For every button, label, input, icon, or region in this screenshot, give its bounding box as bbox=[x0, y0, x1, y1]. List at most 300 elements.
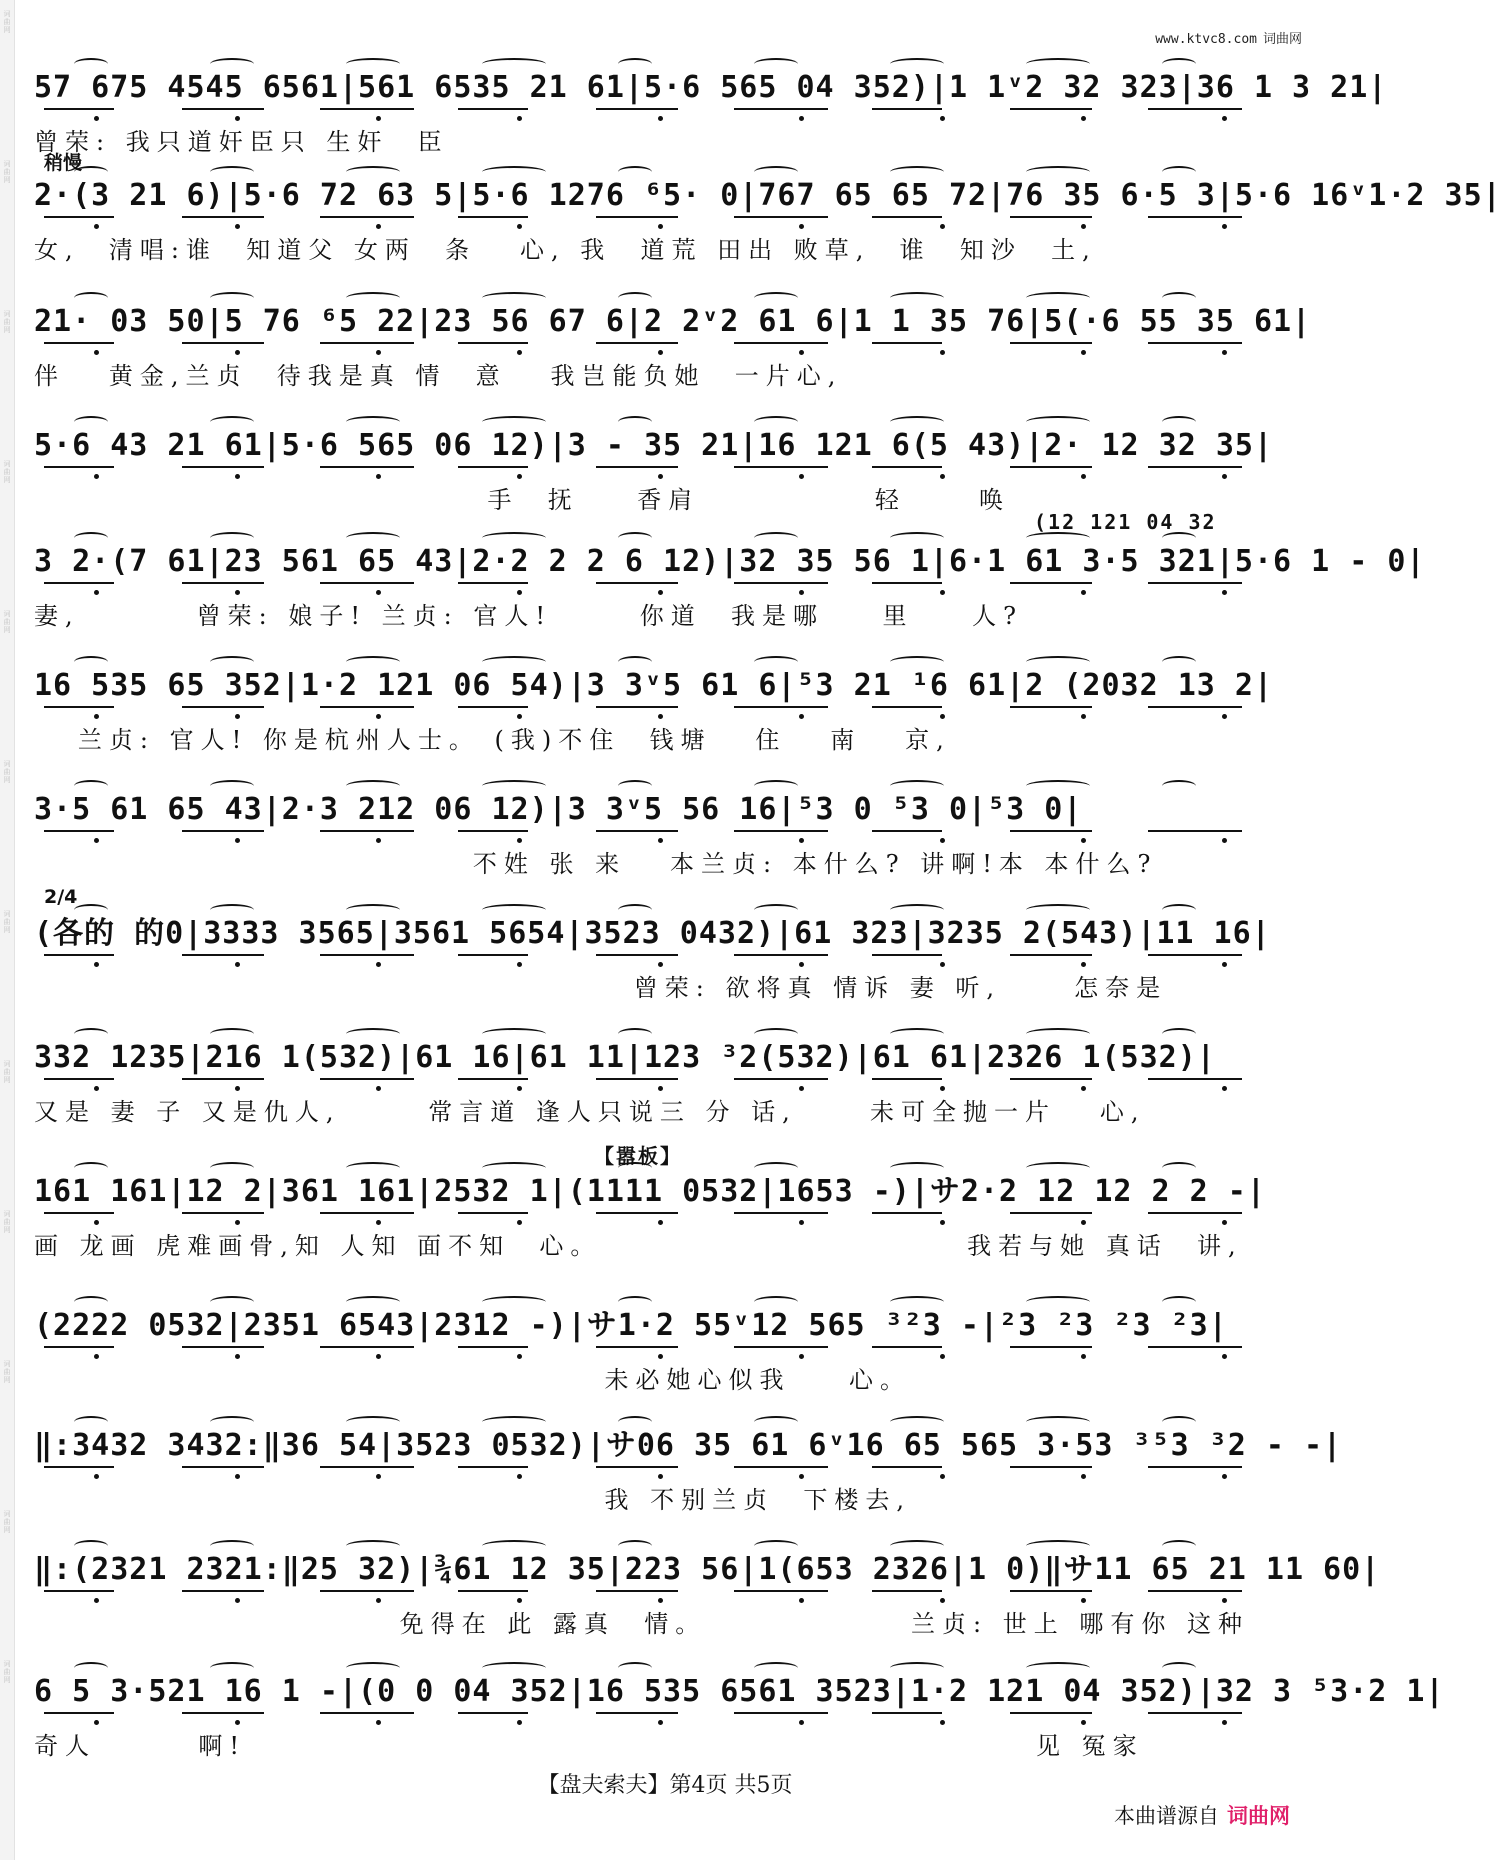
octave-dot bbox=[1081, 962, 1086, 967]
slur-mark bbox=[890, 1028, 944, 1040]
octave-dot bbox=[1081, 224, 1086, 229]
beam-underline bbox=[734, 954, 828, 956]
slur-mark bbox=[754, 1662, 798, 1674]
slur-mark bbox=[754, 904, 798, 916]
octave-dot bbox=[376, 1720, 381, 1725]
slur-mark bbox=[618, 1662, 652, 1674]
slur-mark bbox=[1162, 292, 1196, 304]
slur-mark bbox=[74, 1028, 108, 1040]
beam-underline bbox=[458, 830, 528, 832]
octave-dot bbox=[94, 224, 99, 229]
octave-dot bbox=[658, 1598, 663, 1603]
beam-underline bbox=[872, 1590, 942, 1592]
octave-dot bbox=[235, 1220, 240, 1225]
octave-dot bbox=[940, 714, 945, 719]
octave-dot bbox=[94, 590, 99, 595]
beam-underline bbox=[1010, 466, 1092, 468]
beam-underline bbox=[182, 342, 264, 344]
slur-mark bbox=[1162, 1296, 1196, 1308]
source-label: 本曲谱源自 bbox=[1114, 1804, 1219, 1828]
octave-dot bbox=[235, 224, 240, 229]
slur-mark bbox=[210, 1296, 254, 1308]
octave-dot bbox=[517, 1720, 522, 1725]
octave-dot bbox=[940, 1474, 945, 1479]
tempo-marking: 稍慢 bbox=[44, 152, 83, 174]
beam-underline bbox=[1148, 582, 1242, 584]
beam-underline bbox=[1010, 706, 1092, 708]
slur-mark bbox=[754, 1540, 798, 1552]
slur-mark bbox=[482, 1028, 546, 1040]
beam-underline bbox=[44, 1078, 114, 1080]
slur-mark bbox=[346, 532, 400, 544]
octave-dot bbox=[658, 1086, 663, 1091]
beam-underline bbox=[182, 1712, 264, 1714]
beam-underline bbox=[182, 954, 264, 956]
slur-mark bbox=[618, 166, 652, 178]
octave-dot bbox=[376, 116, 381, 121]
slur-mark bbox=[1026, 1662, 1090, 1674]
beam-underline bbox=[182, 1466, 264, 1468]
slur-mark bbox=[754, 1296, 798, 1308]
octave-dot bbox=[1081, 590, 1086, 595]
beam-underline bbox=[1010, 1078, 1092, 1080]
beam-underline bbox=[1148, 342, 1242, 344]
beam-underline bbox=[734, 466, 828, 468]
octave-dot bbox=[799, 1720, 804, 1725]
beam-underline bbox=[734, 1212, 828, 1214]
octave-dot bbox=[235, 1720, 240, 1725]
tempo-marking: 2/4 bbox=[44, 886, 78, 908]
slur-mark bbox=[754, 1162, 798, 1174]
octave-dot bbox=[1081, 116, 1086, 121]
beam-underline bbox=[44, 582, 114, 584]
octave-dot bbox=[940, 1720, 945, 1725]
octave-dot bbox=[940, 116, 945, 121]
slur-mark bbox=[346, 1662, 400, 1674]
lyric-line: 曾荣: 我只道奸臣只 生奸 臣 bbox=[34, 128, 449, 156]
octave-dot bbox=[940, 1220, 945, 1225]
octave-dot bbox=[376, 1354, 381, 1359]
octave-dot bbox=[799, 962, 804, 967]
octave-dot bbox=[376, 350, 381, 355]
slur-mark bbox=[754, 58, 798, 70]
octave-dot bbox=[517, 838, 522, 843]
octave-dot bbox=[376, 1086, 381, 1091]
beam-underline bbox=[320, 706, 414, 708]
slur-mark bbox=[346, 416, 400, 428]
octave-dot bbox=[235, 474, 240, 479]
beam-underline bbox=[872, 706, 942, 708]
beam-underline bbox=[596, 706, 678, 708]
slur-mark bbox=[890, 780, 944, 792]
slur-mark bbox=[890, 292, 944, 304]
slur-mark bbox=[210, 416, 254, 428]
slur-mark bbox=[74, 904, 108, 916]
slur-mark bbox=[482, 1296, 546, 1308]
beam-underline bbox=[596, 216, 678, 218]
notation-line: 3·5 61 65 43|2·3 212 06 12)|3 3ᵛ5 56 16|⁵3 0 ⁵3 0|⁵3 0| bbox=[34, 792, 1083, 827]
octave-dot bbox=[1081, 714, 1086, 719]
slur-mark bbox=[210, 1162, 254, 1174]
lyric-line: 不姓 张 来 本兰贞: 本什么? 讲啊!本 本什么? bbox=[34, 850, 1158, 878]
slur-mark bbox=[346, 166, 400, 178]
octave-dot bbox=[94, 962, 99, 967]
slur-mark bbox=[482, 58, 546, 70]
beam-underline bbox=[1148, 1712, 1242, 1714]
slur-mark bbox=[1026, 1540, 1090, 1552]
octave-dot bbox=[1222, 224, 1227, 229]
beam-underline bbox=[182, 1078, 264, 1080]
octave-dot bbox=[940, 224, 945, 229]
slur-mark bbox=[1026, 656, 1090, 668]
slur-mark bbox=[482, 166, 546, 178]
slur-mark bbox=[74, 292, 108, 304]
beam-underline bbox=[1010, 342, 1092, 344]
slur-mark bbox=[754, 1416, 798, 1428]
beam-underline bbox=[734, 706, 828, 708]
notation-line: 6 5 3·521 16 1 -|(0 0 04 352|16 535 6561 3523|1·2 121 04 352)|32 3 ⁵3·2 1| bbox=[34, 1674, 1445, 1709]
octave-dot bbox=[658, 1220, 663, 1225]
beam-underline bbox=[458, 1078, 528, 1080]
octave-dot bbox=[940, 1354, 945, 1359]
slur-mark bbox=[210, 292, 254, 304]
octave-dot bbox=[658, 714, 663, 719]
lyric-line: 兰贞: 官人! 你是杭州人士。 (我)不住 钱塘 住 南 京, bbox=[34, 726, 951, 754]
octave-dot bbox=[376, 1474, 381, 1479]
slur-mark bbox=[210, 532, 254, 544]
slur-mark bbox=[482, 1540, 546, 1552]
beam-underline bbox=[458, 954, 528, 956]
slur-mark bbox=[346, 1296, 400, 1308]
beam-underline bbox=[872, 830, 942, 832]
slur-mark bbox=[890, 1162, 944, 1174]
slur-mark bbox=[346, 58, 400, 70]
beam-underline bbox=[182, 1212, 264, 1214]
slur-mark bbox=[618, 656, 652, 668]
octave-dot bbox=[1222, 1086, 1227, 1091]
slur-mark bbox=[754, 532, 798, 544]
octave-dot bbox=[799, 590, 804, 595]
slur-mark bbox=[754, 166, 798, 178]
octave-dot bbox=[94, 1474, 99, 1479]
notation-line: (各的 的0|3333 3565|3561 5654|3523 0432)|61 323|3235 2(543)|11 16| bbox=[34, 916, 1271, 951]
octave-dot bbox=[799, 838, 804, 843]
beam-underline bbox=[44, 1590, 114, 1592]
slur-mark bbox=[890, 1662, 944, 1674]
octave-dot bbox=[1222, 1720, 1227, 1725]
octave-dot bbox=[1222, 116, 1227, 121]
octave-dot bbox=[376, 714, 381, 719]
beam-underline bbox=[44, 1466, 114, 1468]
beam-underline bbox=[44, 1346, 114, 1348]
beam-underline bbox=[1148, 954, 1242, 956]
slur-mark bbox=[346, 1028, 400, 1040]
upper-annotation: 【嚣板】 bbox=[594, 1144, 682, 1168]
beam-underline bbox=[872, 216, 942, 218]
beam-underline bbox=[1010, 1212, 1092, 1214]
slur-mark bbox=[210, 1662, 254, 1674]
slur-mark bbox=[618, 1028, 652, 1040]
beam-underline bbox=[872, 954, 942, 956]
beam-underline bbox=[320, 108, 414, 110]
beam-underline bbox=[182, 1346, 264, 1348]
octave-dot bbox=[799, 1474, 804, 1479]
slur-mark bbox=[618, 780, 652, 792]
octave-dot bbox=[940, 590, 945, 595]
octave-dot bbox=[376, 1598, 381, 1603]
beam-underline bbox=[458, 1212, 528, 1214]
octave-dot bbox=[376, 474, 381, 479]
side-watermark-text: 词曲网 bbox=[3, 1060, 11, 1084]
octave-dot bbox=[940, 838, 945, 843]
octave-dot bbox=[940, 474, 945, 479]
source-credit bbox=[1114, 1800, 1290, 1830]
side-watermark-text: 词曲网 bbox=[3, 160, 11, 184]
beam-underline bbox=[872, 1346, 942, 1348]
beam-underline bbox=[1010, 1712, 1092, 1714]
octave-dot bbox=[94, 1720, 99, 1725]
slur-mark bbox=[890, 58, 944, 70]
octave-dot bbox=[94, 714, 99, 719]
slur-mark bbox=[1162, 416, 1196, 428]
octave-dot bbox=[517, 590, 522, 595]
beam-underline bbox=[596, 1712, 678, 1714]
slur-mark bbox=[482, 532, 546, 544]
slur-mark bbox=[1026, 1162, 1090, 1174]
octave-dot bbox=[1222, 962, 1227, 967]
slur-mark bbox=[1162, 1162, 1196, 1174]
beam-underline bbox=[1148, 1078, 1242, 1080]
beam-underline bbox=[458, 1712, 528, 1714]
side-watermark-strip bbox=[0, 0, 15, 1860]
slur-mark bbox=[1162, 780, 1196, 792]
notation-line: 332 1235|216 1(532)|61 16|61 11|123 ³2(532)|61 61|2326 1(532)| bbox=[34, 1040, 1216, 1075]
upper-annotation: (12 121 04 32 bbox=[1034, 510, 1217, 534]
beam-underline bbox=[1010, 954, 1092, 956]
slur-mark bbox=[74, 1540, 108, 1552]
notation-line: 2·(3 21 6)|5·6 72 63 5|5·6 1276 ⁶5· 0|767 65 65 72|76 35 6·5 3|5·6 16ᵛ1·2 35| bbox=[34, 178, 1502, 213]
notation-line: 21· 03 50|5 76 ⁶5 22|23 56 67 6|2 2ᵛ2 61 6|1 1 35 76|5(·6 55 35 61| bbox=[34, 304, 1312, 339]
octave-dot bbox=[517, 1474, 522, 1479]
beam-underline bbox=[320, 1466, 414, 1468]
side-watermark-text: 词曲网 bbox=[3, 1510, 11, 1534]
octave-dot bbox=[94, 838, 99, 843]
slur-mark bbox=[74, 1296, 108, 1308]
site-header bbox=[1155, 28, 1302, 47]
beam-underline bbox=[458, 108, 528, 110]
slur-mark bbox=[74, 656, 108, 668]
beam-underline bbox=[1148, 706, 1242, 708]
beam-underline bbox=[872, 1078, 942, 1080]
slur-mark bbox=[754, 1028, 798, 1040]
page-footer-title: 【盘夫索夫】第4页 共5页 bbox=[537, 1773, 793, 1798]
slur-mark bbox=[1026, 780, 1090, 792]
slur-mark bbox=[210, 1416, 254, 1428]
beam-underline bbox=[1010, 108, 1092, 110]
slur-mark bbox=[1162, 1540, 1196, 1552]
slur-mark bbox=[74, 1662, 108, 1674]
slur-mark bbox=[74, 532, 108, 544]
lyric-line: 免得在 此 露真 情。 兰贞: 世上 哪有你 这种 bbox=[34, 1610, 1250, 1638]
beam-underline bbox=[596, 1346, 678, 1348]
slur-mark bbox=[74, 1416, 108, 1428]
slur-mark bbox=[1026, 904, 1090, 916]
octave-dot bbox=[517, 714, 522, 719]
octave-dot bbox=[94, 350, 99, 355]
beam-underline bbox=[872, 108, 942, 110]
beam-underline bbox=[596, 582, 678, 584]
notation-line: 57 675 4545 6561|561 6535 21 61|5·6 565 04 352)|1 1ᵛ2 32 323|36 1 3 21| bbox=[34, 70, 1388, 105]
octave-dot bbox=[1222, 1474, 1227, 1479]
beam-underline bbox=[320, 954, 414, 956]
octave-dot bbox=[1081, 838, 1086, 843]
octave-dot bbox=[94, 1086, 99, 1091]
octave-dot bbox=[94, 116, 99, 121]
beam-underline bbox=[596, 108, 678, 110]
octave-dot bbox=[1081, 1220, 1086, 1225]
side-watermark-text: 词曲网 bbox=[3, 610, 11, 634]
beam-underline bbox=[320, 1212, 414, 1214]
octave-dot bbox=[1222, 1598, 1227, 1603]
beam-underline bbox=[1010, 1466, 1092, 1468]
beam-underline bbox=[182, 582, 264, 584]
slur-mark bbox=[890, 904, 944, 916]
lyric-line: 画 龙画 虎难画骨,知 人知 面不知 心。 我若与她 真话 讲, bbox=[34, 1232, 1243, 1260]
slur-mark bbox=[482, 292, 546, 304]
beam-underline bbox=[458, 1466, 528, 1468]
octave-dot bbox=[94, 474, 99, 479]
octave-dot bbox=[235, 350, 240, 355]
beam-underline bbox=[1010, 582, 1092, 584]
notation-line: 16 535 65 352|1·2 121 06 54)|3 3ᵛ5 61 6|⁵3 21 ¹6 61|2 (2032 13 2| bbox=[34, 668, 1273, 703]
slur-mark bbox=[754, 780, 798, 792]
notation-line: 161 161|12 2|361 161|2532 1|(1111 0532|1653 -)|サ2·2 12 12 2 2 -| bbox=[34, 1174, 1266, 1209]
slur-mark bbox=[482, 1162, 546, 1174]
slur-mark bbox=[210, 58, 254, 70]
octave-dot bbox=[799, 224, 804, 229]
slur-mark bbox=[618, 292, 652, 304]
side-watermark-text: 词曲网 bbox=[3, 1360, 11, 1384]
lyric-line: 奇人 啊! 见 冤家 bbox=[34, 1732, 1144, 1760]
slur-mark bbox=[1162, 1416, 1196, 1428]
side-watermark-text: 词曲网 bbox=[3, 10, 11, 34]
slur-mark bbox=[890, 1416, 944, 1428]
slur-mark bbox=[74, 1162, 108, 1174]
slur-mark bbox=[618, 1416, 652, 1428]
slur-mark bbox=[482, 416, 546, 428]
beam-underline bbox=[44, 1712, 114, 1714]
slur-mark bbox=[74, 166, 108, 178]
slur-mark bbox=[346, 780, 400, 792]
octave-dot bbox=[376, 590, 381, 595]
source-brand: 词曲网 bbox=[1227, 1804, 1290, 1828]
beam-underline bbox=[320, 1078, 414, 1080]
lyric-line: 妻, 曾荣: 娘子! 兰贞: 官人! 你道 我是哪 里 人? bbox=[34, 602, 1023, 630]
octave-dot bbox=[1081, 1720, 1086, 1725]
beam-underline bbox=[734, 1712, 828, 1714]
beam-underline bbox=[872, 1212, 942, 1214]
octave-dot bbox=[799, 350, 804, 355]
slur-mark bbox=[1162, 166, 1196, 178]
slur-mark bbox=[210, 656, 254, 668]
beam-underline bbox=[458, 582, 528, 584]
octave-dot bbox=[94, 1354, 99, 1359]
octave-dot bbox=[517, 350, 522, 355]
slur-mark bbox=[890, 1296, 944, 1308]
octave-dot bbox=[517, 224, 522, 229]
beam-underline bbox=[872, 466, 942, 468]
slur-mark bbox=[482, 904, 546, 916]
octave-dot bbox=[235, 1598, 240, 1603]
octave-dot bbox=[1222, 1220, 1227, 1225]
slur-mark bbox=[346, 1162, 400, 1174]
beam-underline bbox=[320, 582, 414, 584]
octave-dot bbox=[517, 1086, 522, 1091]
octave-dot bbox=[1222, 350, 1227, 355]
beam-underline bbox=[458, 466, 528, 468]
beam-underline bbox=[1148, 1212, 1242, 1214]
slur-mark bbox=[618, 1540, 652, 1552]
beam-underline bbox=[320, 342, 414, 344]
beam-underline bbox=[1148, 1590, 1242, 1592]
slur-mark bbox=[482, 656, 546, 668]
side-watermark-text: 词曲网 bbox=[3, 310, 11, 334]
octave-dot bbox=[658, 962, 663, 967]
octave-dot bbox=[1222, 714, 1227, 719]
octave-dot bbox=[1081, 1086, 1086, 1091]
beam-underline bbox=[458, 342, 528, 344]
beam-underline bbox=[872, 1712, 942, 1714]
slur-mark bbox=[482, 1416, 546, 1428]
octave-dot bbox=[235, 838, 240, 843]
octave-dot bbox=[658, 224, 663, 229]
site-url: www.ktvc8.com bbox=[1155, 32, 1257, 47]
slur-mark bbox=[1162, 656, 1196, 668]
octave-dot bbox=[235, 590, 240, 595]
slur-mark bbox=[1162, 58, 1196, 70]
octave-dot bbox=[1222, 590, 1227, 595]
octave-dot bbox=[1081, 1474, 1086, 1479]
beam-underline bbox=[458, 706, 528, 708]
slur-mark bbox=[346, 904, 400, 916]
slur-mark bbox=[482, 780, 546, 792]
beam-underline bbox=[458, 1590, 528, 1592]
slur-mark bbox=[1026, 1028, 1090, 1040]
beam-underline bbox=[734, 830, 828, 832]
slur-mark bbox=[1162, 1662, 1196, 1674]
side-watermark-text: 词曲网 bbox=[3, 910, 11, 934]
beam-underline bbox=[872, 1466, 942, 1468]
slur-mark bbox=[210, 780, 254, 792]
beam-underline bbox=[734, 582, 828, 584]
beam-underline bbox=[44, 342, 114, 344]
octave-dot bbox=[799, 1354, 804, 1359]
beam-underline bbox=[458, 216, 528, 218]
beam-underline bbox=[596, 1212, 678, 1214]
octave-dot bbox=[517, 1354, 522, 1359]
lyric-line: 又是 妻 子 又是仇人, 常言道 逢人只说三 分 话, 未可全抛一片 心, bbox=[34, 1098, 1146, 1126]
octave-dot bbox=[235, 714, 240, 719]
octave-dot bbox=[94, 1598, 99, 1603]
beam-underline bbox=[182, 216, 264, 218]
slur-mark bbox=[890, 416, 944, 428]
lyric-line: 我 不别兰贞 下楼去, bbox=[34, 1486, 912, 1514]
octave-dot bbox=[940, 1086, 945, 1091]
beam-underline bbox=[872, 342, 942, 344]
beam-underline bbox=[872, 582, 942, 584]
octave-dot bbox=[658, 838, 663, 843]
octave-dot bbox=[517, 1598, 522, 1603]
